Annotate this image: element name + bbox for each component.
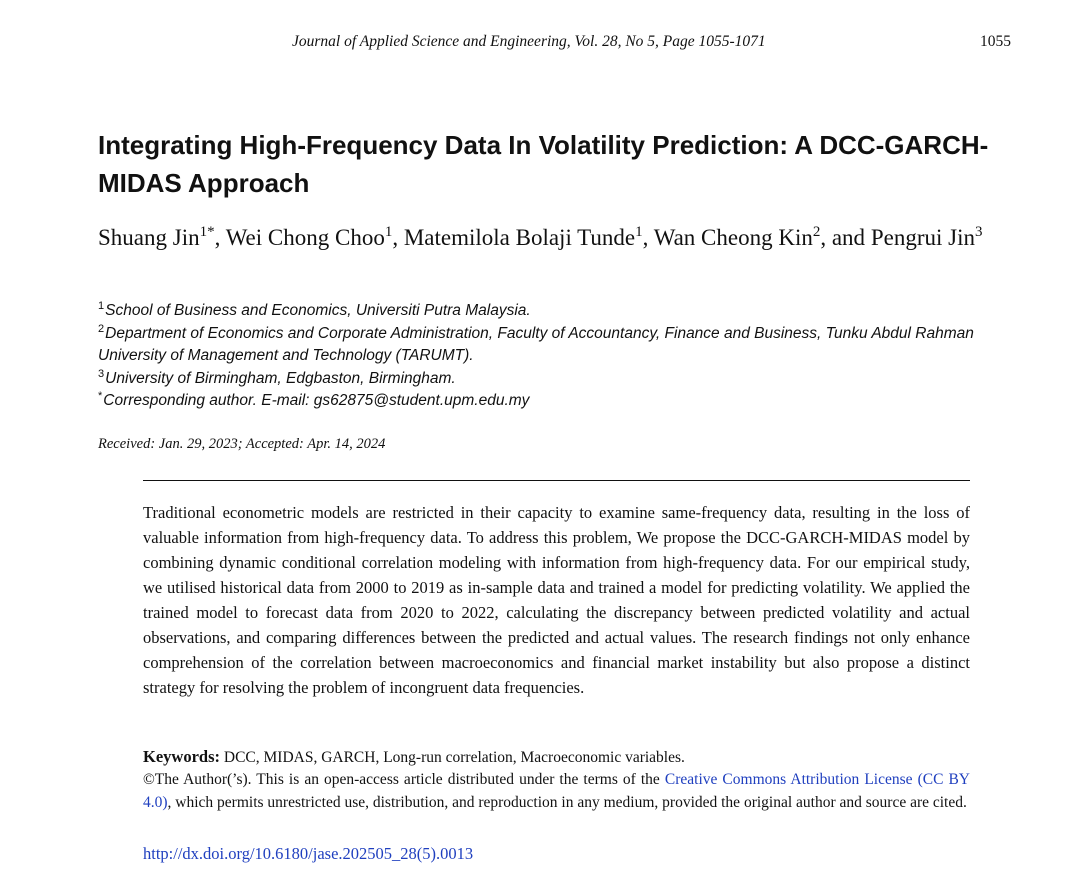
license-text-after: , which permits unrestricted use, distribution, and reproduction in any medium, provided the original author and source are cited. <box>167 794 967 811</box>
affiliation-text: University of Birmingham, Edgbaston, Birmingham. <box>105 369 456 387</box>
author-affiliation-mark: 1 <box>635 224 643 240</box>
license-text-before: The Author(’s). This is an open-access article distributed under the terms of the <box>154 771 665 788</box>
author-separator: , <box>392 225 404 250</box>
author-affiliation-mark: 3 <box>974 224 983 240</box>
license-notice <box>143 768 970 814</box>
affiliation-mark: * <box>98 390 103 402</box>
author-name: Matemilola Bolaji Tunde <box>403 225 636 250</box>
keywords <box>143 746 970 769</box>
copyright-icon: © <box>143 771 155 788</box>
received-dates: Received: Jan. 29, 2023; Accepted: Apr. 14, 2024 <box>98 436 386 452</box>
affiliation-item <box>98 300 1028 323</box>
page-number: 1055 <box>980 33 1011 50</box>
keywords-text: DCC, MIDAS, GARCH, Long-run correlation, Macroeconomic variables. <box>223 749 685 766</box>
cc-license-link[interactable]: Creative Commons Attribution License (CC BY 4.0) <box>143 771 970 811</box>
author-separator: , and <box>820 225 871 250</box>
affiliation-text: School of Business and Economics, Universiti Putra Malaysia. <box>105 302 531 319</box>
journal-citation: Journal of Applied Science and Engineering, Vol. 28, No 5, Page 1055-1071 <box>292 33 766 50</box>
author-separator: , <box>642 225 654 250</box>
divider <box>143 480 970 481</box>
author-list <box>98 222 1028 253</box>
affiliation-mark: 2 <box>98 322 105 335</box>
author-affiliation-mark: 1* <box>199 224 215 240</box>
author-affiliation-mark: 2 <box>812 224 821 240</box>
author-separator: , <box>214 225 226 250</box>
affiliation-list <box>98 300 1028 413</box>
affiliation-item <box>98 368 1028 391</box>
affiliation-mark: 3 <box>98 367 105 380</box>
author-name: Shuang Jin <box>98 225 200 250</box>
keywords-label: Keywords: <box>143 747 220 766</box>
author-affiliation-mark: 1 <box>384 224 393 240</box>
running-header <box>0 33 1083 55</box>
author-name: Wan Cheong Kin <box>653 225 813 250</box>
affiliation-item <box>98 390 1028 413</box>
author-name: Wei Chong Choo <box>225 225 385 250</box>
affiliation-mark: 1 <box>98 300 105 312</box>
affiliation-item <box>98 323 1028 368</box>
abstract: Traditional econometric models are restricted in their capacity to examine same-frequency data, resulting in the loss of valuable information from high-frequency data. To address this problem, We propose the DCC-GARCH-MIDAS model by combining dynamic conditional correlation modeling with information from high-frequency data. For our empirical study, we utilised historical data from 2000 to 2019 as in-sample data and trained a model for predicting volatility. We applied the trained model to forecast data from 2020 to 2022, calculating the discrepancy between predicted volatility and actual observations, and comparing differences between the predicted and actual values. The research findings not only enhance comprehension of the correlation between macroeconomics and financial market instability but also propose a distinct strategy for resolving the problem of incongruent data frequencies. <box>143 503 970 697</box>
affiliation-text: Corresponding author. E-mail: gs62875@student.upm.edu.my <box>103 392 530 409</box>
affiliation-text: Department of Economics and Corporate Administration, Faculty of Accountancy, Finance and Business, Tunku Abdul Rahman University of Management and Technology (TARUMT). <box>98 324 974 364</box>
paper-title: Integrating High-Frequency Data In Volatility Prediction: A DCC-GARCH-MIDAS Approach <box>98 130 989 198</box>
doi-link[interactable]: http://dx.doi.org/10.6180/jase.202505_28(5).0013 <box>143 844 474 863</box>
doi <box>143 843 473 865</box>
author-name: Pengrui Jin <box>870 225 975 250</box>
